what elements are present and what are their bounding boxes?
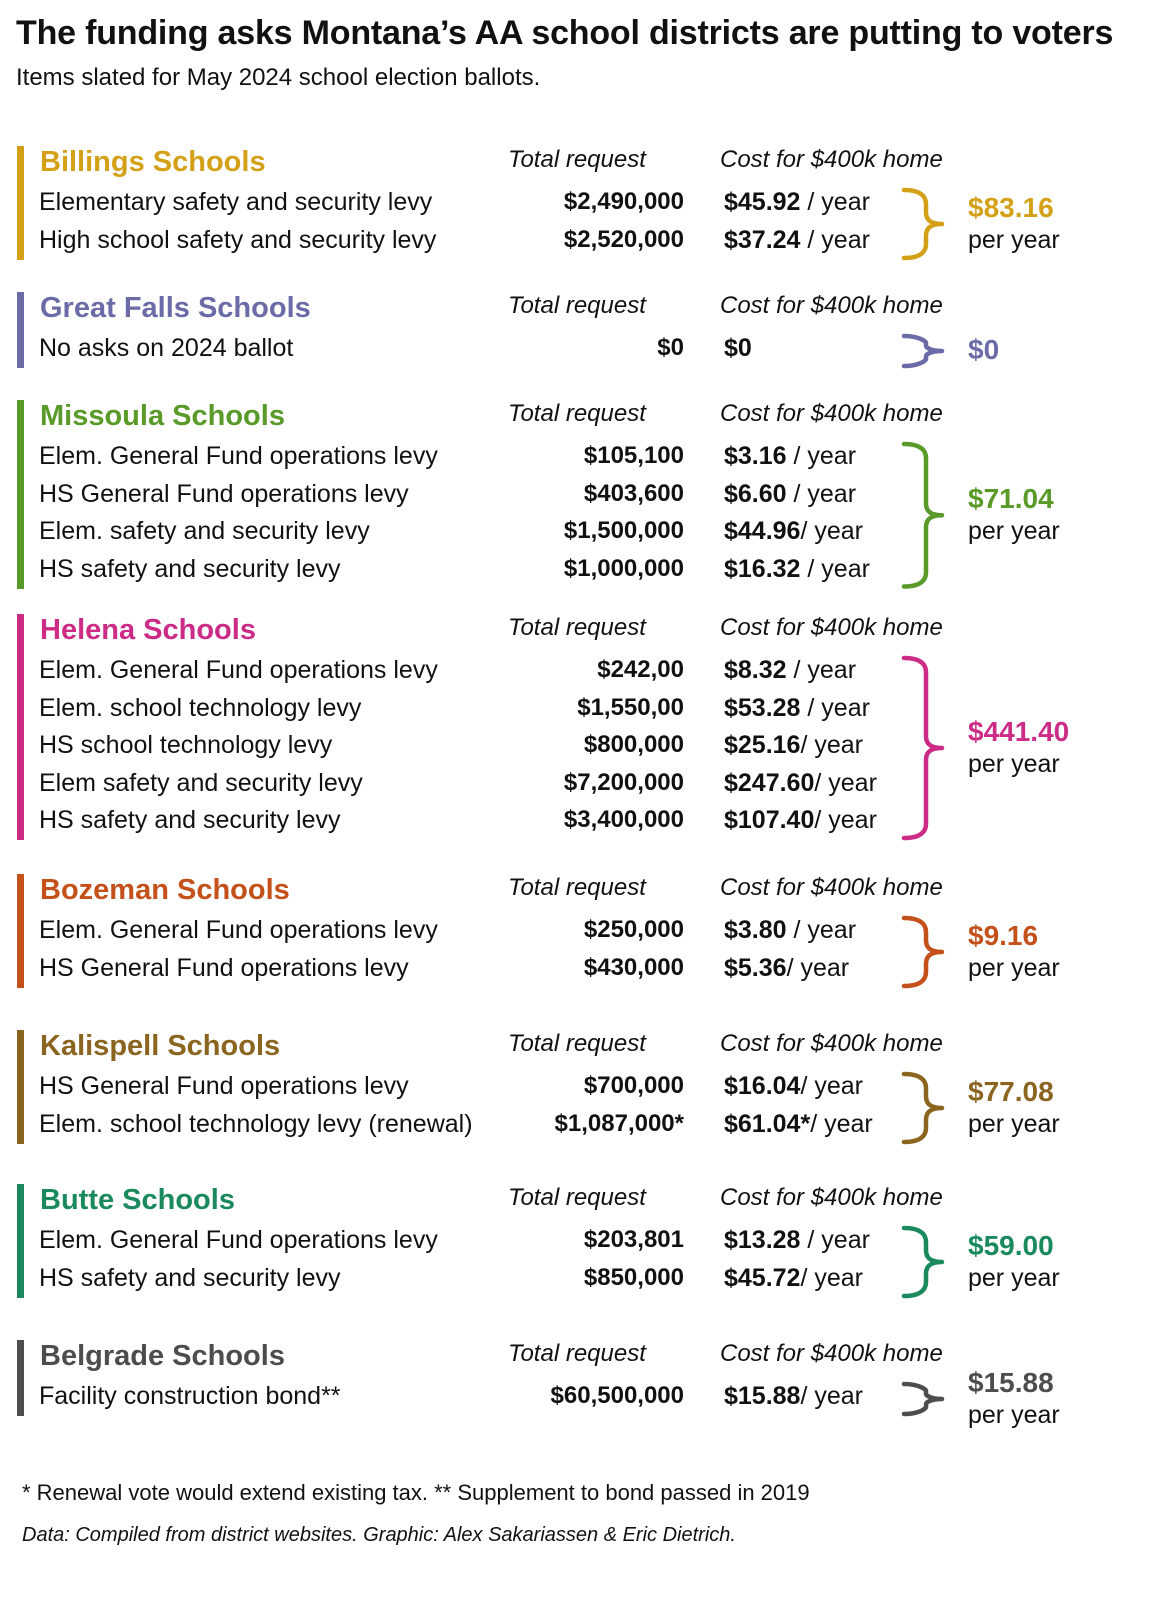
curly-brace-icon [898, 915, 948, 989]
district-total-per-year: $71.04 [968, 483, 1054, 515]
levy-cost [724, 731, 863, 760]
levy-cost-unit: / year [800, 1072, 863, 1100]
credit-line: Data: Compiled from district websites. Graphic: Alex Sakariassen & Eric Dietrich. [22, 1524, 736, 1546]
levy-row [0, 555, 1158, 591]
levy-row [0, 806, 1158, 842]
levy-label: HS General Fund operations levy [39, 1072, 409, 1100]
levy-cost-unit: / year [786, 442, 857, 470]
header-total-request: Total request [508, 146, 646, 173]
levy-total-request: $250,000 [583, 916, 684, 943]
levy-cost-unit: / year [786, 954, 850, 982]
levy-cost-value: $53.28 [724, 693, 801, 722]
levy-total-request: $0 [657, 334, 684, 361]
district-total-per-year: $59.00 [968, 1230, 1054, 1261]
levy-cost [724, 656, 856, 685]
levy-cost [724, 188, 870, 217]
levy-cost-unit: / year [814, 768, 877, 797]
levy-total-request: $403,600 [583, 479, 684, 507]
levy-cost-value: $6.60 [724, 479, 787, 508]
levy-label: Elem. school technology levy (renewal) [39, 1110, 473, 1138]
levy-cost [724, 555, 870, 584]
levy-row [0, 656, 1158, 692]
district-name: Belgrade Schools [40, 1340, 285, 1372]
per-year-label: per year [968, 954, 1060, 982]
levy-total-request: $430,000 [583, 954, 684, 981]
levy-cost-value: $37.24 [724, 226, 801, 254]
header-total-request: Total request [508, 292, 646, 319]
levy-cost-unit: / year [800, 1382, 863, 1410]
levy-total-request: $1,000,000 [563, 554, 684, 582]
levy-label: HS safety and security levy [39, 806, 341, 834]
levy-cost-value: $3.16 [724, 442, 787, 470]
levy-cost-unit: / year [800, 1226, 870, 1254]
levy-cost-unit: / year [800, 517, 863, 545]
levy-label: HS safety and security levy [39, 1264, 341, 1292]
levy-cost [724, 1382, 863, 1411]
levy-cost-unit: / year [800, 693, 870, 722]
district-name: Billings Schools [40, 146, 266, 178]
levy-cost [724, 226, 870, 255]
curly-brace-icon [898, 187, 948, 261]
header-total-request: Total request [508, 1340, 646, 1367]
levy-cost-unit: / year [810, 1110, 873, 1138]
levy-label: Elem. General Fund operations levy [39, 656, 438, 684]
levy-total-request: $203,801 [583, 1226, 684, 1253]
per-year-label: per year [968, 1110, 1060, 1138]
levy-cost-unit: / year [800, 731, 863, 759]
levy-label: Facility construction bond** [39, 1382, 341, 1410]
levy-total-request: $60,500,000 [550, 1382, 684, 1409]
levy-cost [724, 442, 856, 471]
levy-cost [724, 517, 863, 546]
curly-brace-icon [898, 333, 948, 369]
levy-cost-value: $13.28 [724, 1226, 801, 1254]
levy-cost-unit: / year [800, 226, 870, 254]
levy-cost-unit: / year [814, 806, 877, 834]
levy-total-request: $850,000 [583, 1264, 684, 1291]
levy-cost-value: $25.16 [724, 731, 801, 759]
levy-cost-value: $16.04 [724, 1072, 801, 1100]
levy-label: Elem. school technology levy [39, 693, 362, 722]
header-cost-400k: Cost for $400k home [720, 1184, 943, 1211]
district-total-per-year: $0 [968, 334, 1000, 365]
header-total-request: Total request [508, 614, 646, 641]
levy-label: Elem. General Fund operations levy [39, 916, 438, 944]
district-name: Kalispell Schools [40, 1030, 281, 1062]
levy-cost-value: $8.32 [724, 656, 787, 684]
levy-cost-unit: / year [786, 916, 857, 944]
page-subtitle: Items slated for May 2024 school election ballots. [16, 64, 541, 91]
header-total-request: Total request [508, 400, 646, 427]
levy-cost-value: $44.96 [724, 517, 801, 545]
header-total-request: Total request [508, 1184, 646, 1211]
levy-cost-unit: / year [800, 1264, 863, 1292]
curly-brace-icon [898, 655, 948, 841]
levy-cost-value: $45.72 [724, 1264, 801, 1292]
district-name: Great Falls Schools [40, 292, 311, 324]
levy-cost-unit: / year [786, 479, 857, 508]
levy-cost [724, 480, 856, 509]
header-cost-400k: Cost for $400k home [720, 874, 943, 901]
levy-cost-value: $247.60 [724, 768, 815, 797]
levy-cost [724, 769, 877, 798]
levy-cost-value: $16.32 [724, 554, 801, 583]
per-year-label: per year [968, 517, 1060, 546]
levy-cost [724, 1226, 870, 1255]
header-cost-400k: Cost for $400k home [720, 146, 943, 173]
levy-label: High school safety and security levy [39, 226, 437, 254]
levy-label: HS safety and security levy [39, 554, 341, 583]
levy-label: HS school technology levy [39, 731, 333, 759]
levy-label: Elem. safety and security levy [39, 517, 370, 545]
levy-cost-value: $107.40 [724, 806, 815, 834]
district-name: Bozeman Schools [40, 874, 290, 906]
district-total-per-year: $15.88 [968, 1367, 1054, 1398]
levy-total-request: $1,550,00 [577, 693, 684, 721]
district-name: Helena Schools [40, 614, 256, 646]
header-total-request: Total request [508, 874, 646, 901]
district-total-per-year: $9.16 [968, 920, 1039, 951]
levy-label: Elem. General Fund operations levy [39, 442, 438, 470]
levy-cost-value: $0 [724, 334, 752, 362]
levy-total-request: $700,000 [583, 1072, 684, 1099]
levy-cost-value: $3.80 [724, 916, 787, 944]
levy-cost [724, 334, 752, 363]
header-cost-400k: Cost for $400k home [720, 614, 943, 641]
levy-label: Elem. General Fund operations levy [39, 1226, 438, 1254]
header-total-request: Total request [508, 1030, 646, 1057]
levy-label: HS General Fund operations levy [39, 954, 409, 982]
district-total-per-year: $77.08 [968, 1076, 1054, 1107]
levy-cost [724, 806, 877, 835]
levy-cost-unit: / year [786, 656, 857, 684]
levy-total-request: $7,200,000 [563, 768, 684, 796]
per-year-label: per year [968, 1264, 1060, 1292]
levy-cost [724, 1264, 863, 1293]
levy-total-request: $1,087,000* [554, 1110, 684, 1137]
levy-cost-value: $15.88 [724, 1382, 801, 1410]
levy-total-request: $242,00 [597, 656, 684, 683]
levy-cost [724, 954, 849, 983]
footnote: * Renewal vote would extend existing tax. ** Supplement to bond passed in 2019 [22, 1480, 810, 1505]
levy-cost-value: $5.36 [724, 954, 787, 982]
curly-brace-icon [898, 1381, 948, 1417]
levy-cost-value: $45.92 [724, 188, 801, 216]
levy-cost-unit: / year [800, 188, 870, 216]
per-year-label: per year [968, 1401, 1060, 1429]
levy-total-request: $105,100 [583, 442, 684, 469]
levy-label: HS General Fund operations levy [39, 479, 409, 508]
levy-cost-value: $61.04* [724, 1110, 811, 1138]
page-title: The funding asks Montana’s AA school districts are putting to voters [16, 14, 1114, 52]
levy-cost [724, 694, 870, 723]
levy-total-request: $2,520,000 [563, 226, 684, 253]
levy-cost [724, 1072, 863, 1101]
curly-brace-icon [898, 1225, 948, 1299]
curly-brace-icon [898, 1071, 948, 1145]
per-year-label: per year [968, 750, 1060, 778]
levy-total-request: $1,500,000 [563, 517, 684, 544]
header-cost-400k: Cost for $400k home [720, 1340, 943, 1367]
levy-label: Elem safety and security levy [39, 768, 363, 797]
district-name: Missoula Schools [40, 400, 285, 432]
levy-cost [724, 1110, 873, 1139]
levy-cost-unit: / year [800, 554, 870, 583]
levy-label: Elementary safety and security levy [39, 188, 433, 216]
per-year-label: per year [968, 226, 1060, 254]
district-total-per-year: $441.40 [968, 716, 1070, 747]
district-name: Butte Schools [40, 1184, 235, 1216]
header-cost-400k: Cost for $400k home [720, 400, 943, 427]
levy-label: No asks on 2024 ballot [39, 334, 294, 362]
levy-row [0, 442, 1158, 478]
levy-total-request: $800,000 [583, 731, 684, 758]
levy-total-request: $2,490,000 [563, 188, 684, 215]
curly-brace-icon [898, 441, 948, 590]
levy-total-request: $3,400,000 [563, 806, 684, 833]
levy-cost [724, 916, 856, 945]
header-cost-400k: Cost for $400k home [720, 1030, 943, 1057]
district-total-per-year: $83.16 [968, 192, 1054, 223]
header-cost-400k: Cost for $400k home [720, 292, 943, 319]
